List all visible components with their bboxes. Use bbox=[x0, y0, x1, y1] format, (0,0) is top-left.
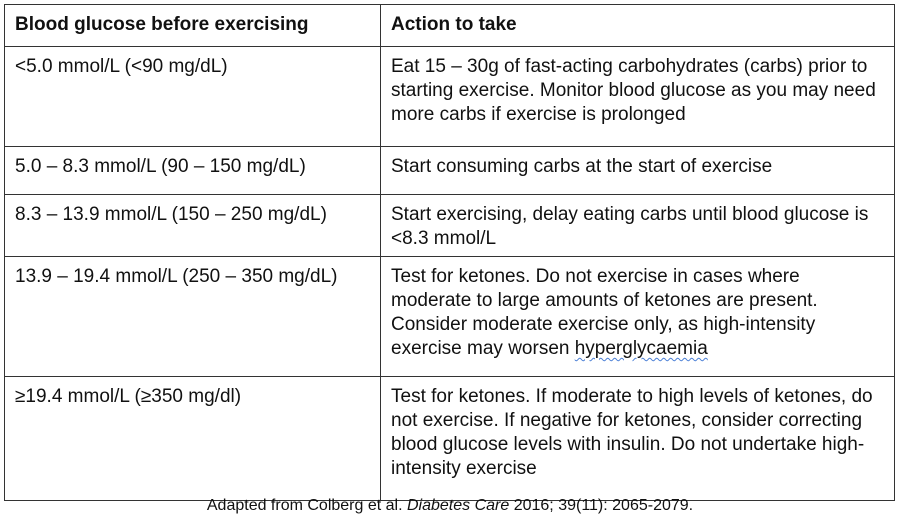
table-row bbox=[5, 47, 895, 147]
action-cell: Start exercising, delay eating carbs until blood glucose is <8.3 mmol/L bbox=[381, 195, 895, 257]
table-row bbox=[5, 195, 895, 257]
caption-journal: Diabetes Care bbox=[406, 497, 510, 514]
source-caption bbox=[0, 495, 900, 517]
glucose-cell: 5.0 – 8.3 mmol/L (90 – 150 mg/dL) bbox=[5, 147, 381, 195]
glucose-cell: 8.3 – 13.9 mmol/L (150 – 250 mg/dL) bbox=[5, 195, 381, 257]
table-row bbox=[5, 147, 895, 195]
caption-suffix: 2016; 39(11): 2065-2079. bbox=[509, 497, 694, 514]
action-cell: Test for ketones. If moderate to high levels of ketones, do not exercise. If negative for ketones, consider correcting blood glucose levels with insulin. Do not undertake high-intensity exercise bbox=[381, 377, 895, 501]
glucose-cell: 13.9 – 19.4 mmol/L (250 – 350 mg/dL) bbox=[5, 257, 381, 377]
glucose-cell: ≥19.4 mmol/L (≥350 mg/dl) bbox=[5, 377, 381, 501]
spellcheck-flagged-word[interactable]: hyperglycaemia bbox=[574, 338, 708, 359]
header-blood-glucose: Blood glucose before exercising bbox=[5, 5, 381, 47]
caption-prefix: Adapted from Colberg et al. bbox=[206, 497, 407, 514]
action-text: Test for ketones. Do not exercise in cases where moderate to large amounts of ketones are present. Consider moderate exercise only, as high-intensity exercise may worsen bbox=[391, 266, 818, 359]
glucose-cell: <5.0 mmol/L (<90 mg/dL) bbox=[5, 47, 381, 147]
action-cell bbox=[381, 257, 895, 377]
action-cell: Eat 15 – 30g of fast-acting carbohydrates (carbs) prior to starting exercise. Monitor blood glucose as you may need more carbs if exercise is prolonged bbox=[381, 47, 895, 147]
action-cell: Start consuming carbs at the start of exercise bbox=[381, 147, 895, 195]
header-action: Action to take bbox=[381, 5, 895, 47]
table-row bbox=[5, 257, 895, 377]
table-row bbox=[5, 377, 895, 501]
glucose-exercise-table bbox=[4, 4, 895, 501]
header-row bbox=[5, 5, 895, 47]
